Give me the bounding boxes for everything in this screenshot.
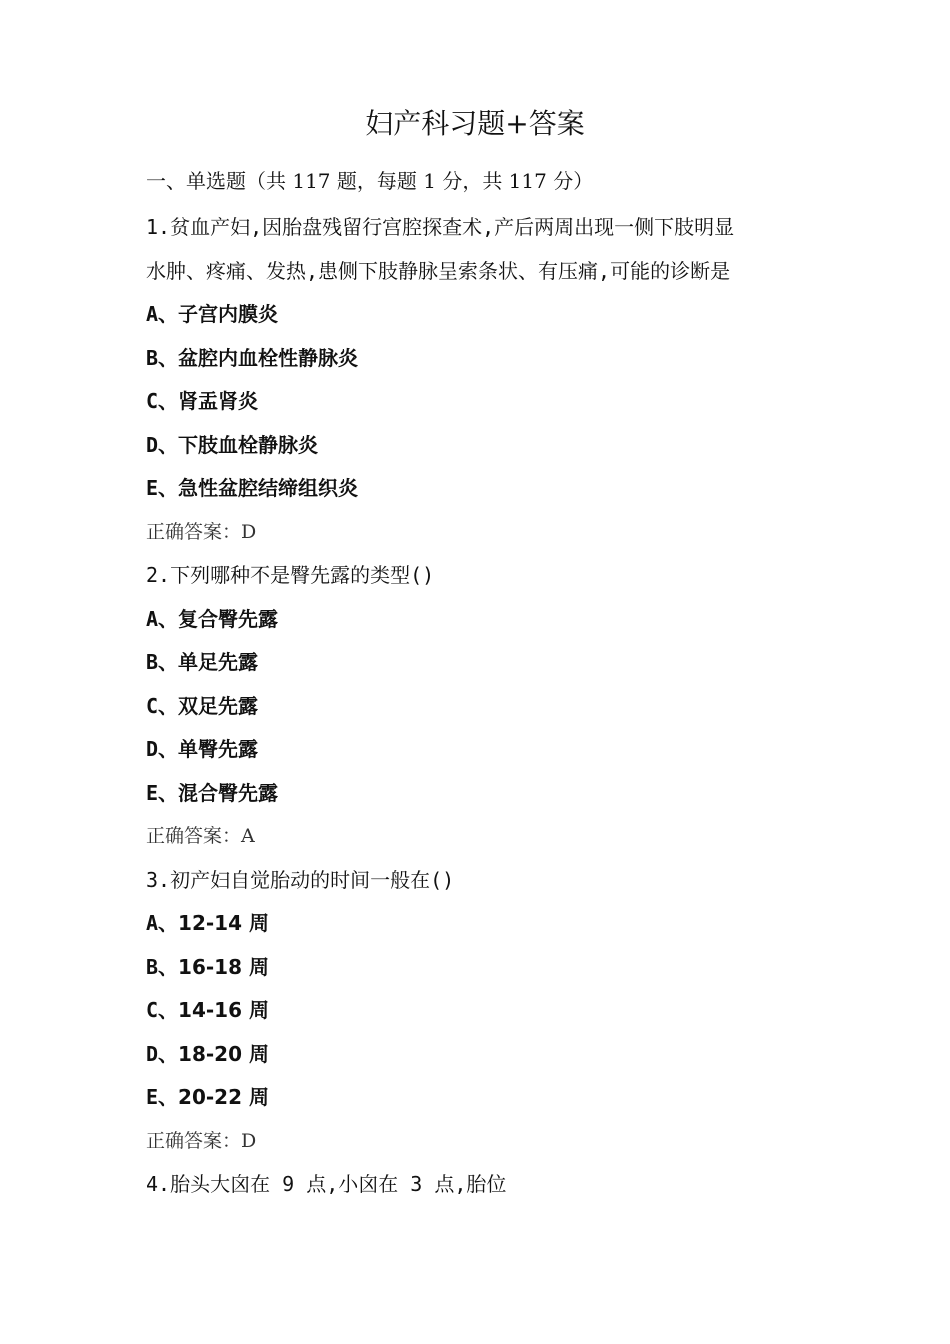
option-letter: D、 bbox=[146, 432, 179, 457]
answer-option bbox=[146, 337, 826, 381]
question-stem-line: 1.贫血产妇,因胎盘残留行宫腔探查术,产后两周出现一侧下肢明显 bbox=[146, 215, 735, 239]
option-text: 双足先露 bbox=[178, 693, 259, 718]
option-letter: D、 bbox=[146, 1041, 179, 1066]
option-text: 急性盆腔结缔组织炎 bbox=[178, 476, 359, 500]
correct-answer: 正确答案：D bbox=[146, 1129, 257, 1152]
option-letter: E、 bbox=[146, 1085, 179, 1109]
answer-option bbox=[146, 685, 826, 729]
option-text: 复合臀先露 bbox=[178, 606, 279, 631]
correct-answer: 正确答案：A bbox=[146, 825, 255, 847]
question-stem-line: 2.下列哪种不是臀先露的类型() bbox=[146, 563, 435, 587]
answer-option bbox=[146, 772, 826, 816]
section-heading: 一、单选题（共 117 题，每题 1 分，共 117 分） bbox=[146, 169, 594, 193]
option-text: 盆腔内血栓性静脉炎 bbox=[178, 345, 359, 370]
question-stem-line: 4.胎头大囟在 9 点,小囟在 3 点,胎位 bbox=[146, 1172, 507, 1196]
option-letter: C、 bbox=[146, 998, 179, 1022]
option-text: 20-22 周 bbox=[178, 1085, 269, 1109]
question-block bbox=[146, 859, 826, 1164]
question-stem-line: 3.初产妇自觉胎动的时间一般在() bbox=[146, 867, 455, 892]
answer-option bbox=[146, 902, 826, 946]
answer-option bbox=[146, 641, 826, 685]
option-letter: C、 bbox=[146, 389, 179, 413]
option-text: 肾盂肾炎 bbox=[178, 389, 259, 413]
answer-option bbox=[146, 1033, 826, 1077]
option-letter: A、 bbox=[146, 606, 179, 631]
question-block bbox=[146, 554, 826, 859]
correct-answer: 正确答案：D bbox=[146, 520, 257, 543]
option-text: 18-20 周 bbox=[178, 1041, 269, 1066]
option-letter: B、 bbox=[146, 345, 179, 370]
option-letter: E、 bbox=[146, 476, 179, 500]
option-letter: C、 bbox=[146, 693, 179, 718]
option-text: 下肢血栓静脉炎 bbox=[178, 432, 319, 457]
answer-option bbox=[146, 380, 826, 424]
option-text: 12-14 周 bbox=[178, 911, 269, 935]
answer-option bbox=[146, 598, 826, 642]
answer-option bbox=[146, 946, 826, 990]
question-block bbox=[146, 1163, 826, 1207]
option-text: 单足先露 bbox=[178, 650, 259, 674]
option-letter: D、 bbox=[146, 737, 179, 761]
answer-option bbox=[146, 989, 826, 1033]
option-text: 16-18 周 bbox=[178, 954, 269, 979]
option-text: 子宫内膜炎 bbox=[178, 302, 279, 326]
option-letter: A、 bbox=[146, 911, 179, 935]
option-letter: E、 bbox=[146, 780, 179, 805]
answer-option bbox=[146, 467, 826, 511]
answer-option bbox=[146, 293, 826, 337]
answer-option bbox=[146, 424, 826, 468]
option-text: 14-16 周 bbox=[178, 998, 269, 1022]
answer-option bbox=[146, 1076, 826, 1120]
option-letter: B、 bbox=[146, 954, 179, 979]
question-list bbox=[146, 206, 826, 1207]
option-letter: B、 bbox=[146, 650, 179, 674]
option-text: 单臀先露 bbox=[178, 737, 259, 761]
question-stem-line: 水肿、疼痛、发热,患侧下肢静脉呈索条状、有压痛,可能的诊断是 bbox=[146, 258, 731, 283]
option-text: 混合臀先露 bbox=[178, 780, 279, 805]
option-letter: A、 bbox=[146, 302, 179, 326]
question-block bbox=[146, 206, 826, 554]
document-title: 妇产科习题+答案 bbox=[365, 107, 585, 140]
answer-option bbox=[146, 728, 826, 772]
